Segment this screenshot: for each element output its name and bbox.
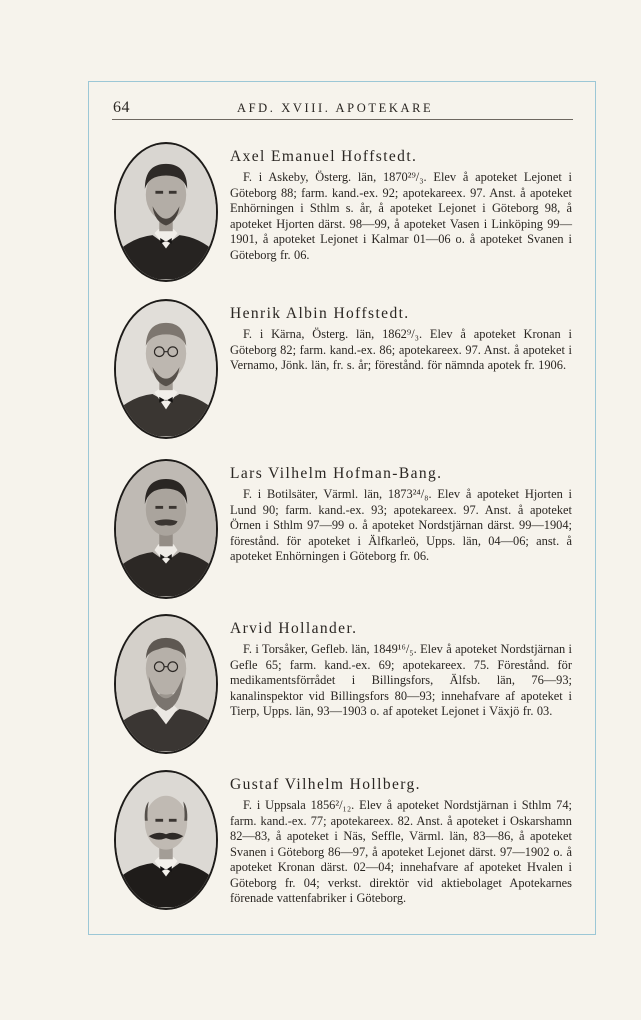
person-name: Arvid Hollander. bbox=[230, 620, 358, 637]
person-name: Axel Emanuel Hoffstedt. bbox=[230, 148, 418, 165]
biography-text: F. i Kärna, Österg. län, 1862⁹/₃. Elev å apoteket Kronan i Göteborg 82; farm. kand.-ex. 86; apotekareex. 97. Anst. å apoteket i Vernamo, Jönk. län, fr. s. år; förestånd. för nämnda apotek fr. 1906. bbox=[230, 327, 572, 372]
page-number: 64 bbox=[113, 99, 130, 116]
biography-entry bbox=[112, 614, 582, 756]
biography-text: F. i Uppsala 1856²/₁₂. Elev å apoteket Nordstjärnan i Sthlm 74; farm. kand.-ex. 77; apotekareex. 82. Anst. å apoteket i Oskarshamn 82—83, å apoteket i Näs, Seffle, Värml. län, 83—86, å apoteket Svanen i Göteborg 86—97, å apoteket Lejonet därst. 97—1902 o. å apoteket Kronan därst. 02—04; innehafvare af apoteket Hvalen i Göteborg fr. 04; verkst. direktör vid aktiebolaget Apotekarnes förenade vattenfabriker i Göteborg. bbox=[230, 798, 572, 905]
portrait-photo bbox=[114, 142, 218, 282]
person-name: Lars Vilhelm Hofman-Bang. bbox=[230, 465, 443, 482]
person-name: Henrik Albin Hoffstedt. bbox=[230, 305, 410, 322]
running-head: AFD. XVIII. APOTEKARE bbox=[237, 101, 434, 115]
portrait-photo bbox=[114, 459, 218, 599]
biography-text: F. i Botilsäter, Värml. län, 1873²⁴/₈. Elev å apoteket Hjorten i Lund 90; farm. kand.-ex. 93; apotekareex. 97. Anst. å apoteket Örnen i Sthlm 97—99 o. å apoteket Nordstjärnan därst. 99—1904; förestånd. för apoteket i Älfkarleö, Upps. län, 04—06; anst. å apoteket Enhörningen i Göteborg fr. 06. bbox=[230, 487, 572, 563]
biography-entry bbox=[112, 142, 582, 284]
portrait-photo bbox=[114, 770, 218, 910]
biography-entry bbox=[112, 299, 582, 441]
biography-entry bbox=[112, 459, 582, 601]
biography-entry bbox=[112, 770, 582, 912]
portrait-photo bbox=[114, 299, 218, 439]
header-rule bbox=[112, 119, 573, 120]
biography-text: F. i Askeby, Österg. län, 1870²⁹/₃. Elev å apoteket Lejonet i Göteborg 88; farm. kand.-ex. 92; apotekareex. 97. Anst. å apoteket Enhörningen i Sthlm s. år, å apoteket Lejonet i Göteborg 98, å apoteket Hjorten därst. 98—99, å apoteket Vasen i Linköping 99—1901, å apoteket Lejonet i Kalmar 01—06 o. å apoteket Svanen i Göteborg fr. 06. bbox=[230, 170, 572, 262]
person-name: Gustaf Vilhelm Hollberg. bbox=[230, 776, 421, 793]
biography-text: F. i Torsåker, Gefleb. län, 1849¹⁶/₅. Elev å apoteket Nordstjärnan i Gefle 65; farm. kand.-ex. 69; apotekareex. 75. Förestånd. för medikamentsförrådet i Billingsfors, Älfsb. län, 76—93; kanalinspektor vid Billingsfors 80—93; innehafvare af apoteket i Tierp, Upps. län, 93—1903 o. af apoteket Lejonet i Växjö fr. 03. bbox=[230, 642, 572, 718]
portrait-photo bbox=[114, 614, 218, 754]
